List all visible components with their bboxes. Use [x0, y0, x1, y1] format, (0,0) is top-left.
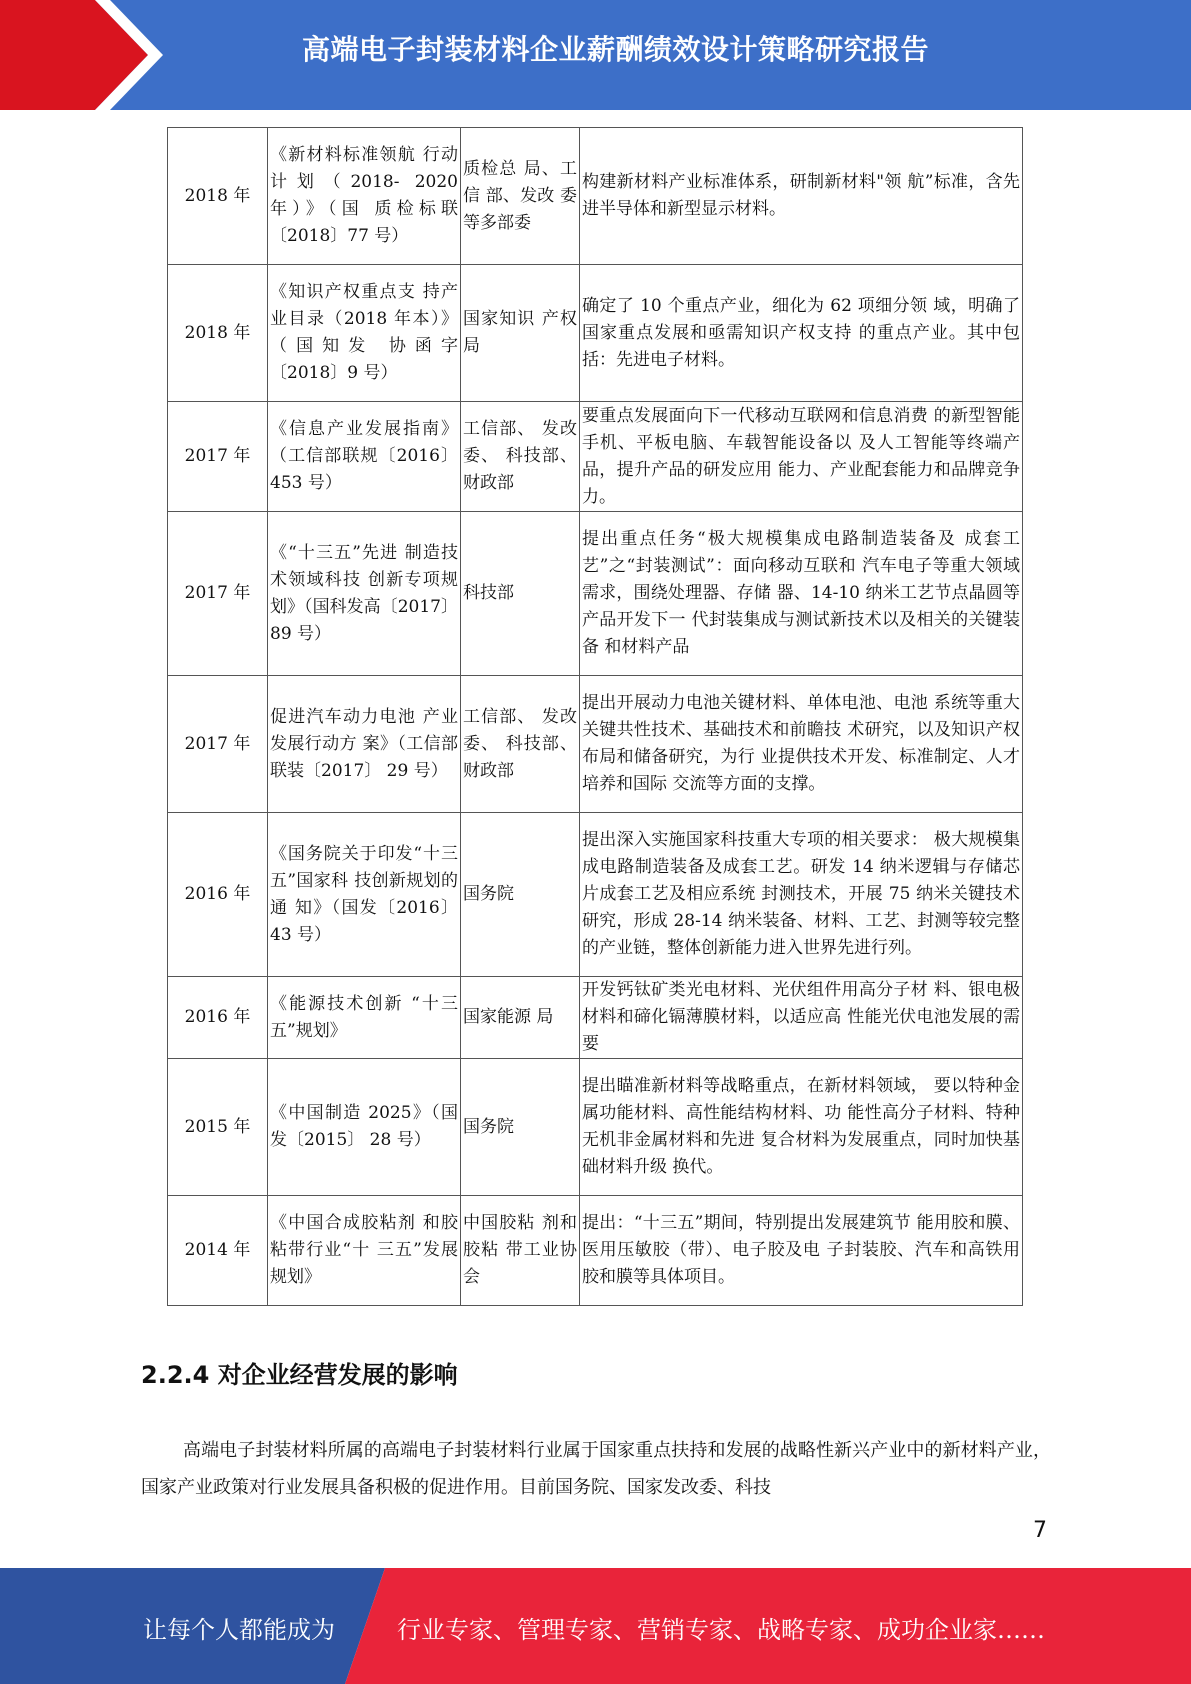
- policy-name-cell: 《信息产业发展指南》（工信部联规〔2016〕 453 号）: [268, 402, 461, 512]
- department-cell: 国务院: [461, 813, 580, 977]
- table-row: [168, 265, 1023, 402]
- table-row: [168, 977, 1023, 1059]
- description-cell: 提出瞄准新材料等战略重点，在新材料领域， 要以特种金属功能材料、高性能结构材料、功 能性高分子材料、特种无机非金属材料和先进 复合材料为发展重点，同时加快基础材料升级 换代。: [580, 1059, 1023, 1196]
- policy-name-cell: 促进汽车动力电池 产业发展行动方 案》（工信部联装〔2017〕 29 号）: [268, 676, 461, 813]
- year-cell: 2017 年: [168, 402, 268, 512]
- year-cell: 2018 年: [168, 265, 268, 402]
- policy-name-cell: 《国务院关于印发“十三五”国家科 技创新规划的通 知》（国发〔2016〕 43 号）: [268, 813, 461, 977]
- description-cell: 提出：“十三五”期间，特别提出发展建筑节 能用胶和膜、医用压敏胶（带）、电子胶及电 子封装胶、汽车和高铁用胶和膜等具体项目。: [580, 1196, 1023, 1306]
- policy-name-cell: 《知识产权重点支 持产业目录（2018 年本）》（国知发 协函字〔2018〕9 号）: [268, 265, 461, 402]
- department-cell: 质检总 局、工信 部、发改 委等多部委: [461, 128, 580, 265]
- header-title: 高端电子封装材料企业薪酬绩效设计策略研究报告: [301, 33, 929, 66]
- year-cell: 2014 年: [168, 1196, 268, 1306]
- section-heading: 2.2.4 对企业经营发展的影响: [141, 1361, 458, 1389]
- description-cell: 提出深入实施国家科技重大专项的相关要求： 极大规模集成电路制造装备及成套工艺。研发 14 纳米逻辑与存储芯片成套工艺及相应系统 封测技术，开展 75 纳米关键技术研究，形成 28-14 纳米装备、材料、工艺、封测等较完整 的产业链，整体创新能力进入世界先进行列。: [580, 813, 1023, 977]
- page-header: [0, 0, 1191, 110]
- description-cell: 确定了 10 个重点产业，细化为 62 项细分领 域，明确了国家重点发展和亟需知识产权支持 的重点产业。其中包括：先进电子材料。: [580, 265, 1023, 402]
- department-cell: 工信部、 发改委、 科技部、 财政部: [461, 402, 580, 512]
- table-row: [168, 402, 1023, 512]
- table-row: [168, 128, 1023, 265]
- description-cell: 提出重点任务“极大规模集成电路制造装备及 成套工艺”之“封装测试”：面向移动互联和 汽车电子等重大领域需求，围绕处理器、存储 器、14-10 纳米工艺节点晶圆等产品开发下一 代封装集成与测试新技术以及相关的关键装备 和材料产品: [580, 512, 1023, 676]
- policy-name-cell: 《能源技术创新 “十三五”规划》: [268, 977, 461, 1059]
- year-cell: 2017 年: [168, 512, 268, 676]
- table-row: [168, 512, 1023, 676]
- page-footer: [0, 1568, 1191, 1684]
- footer-slogan-left: 让每个人都能成为: [143, 1616, 335, 1644]
- department-cell: 国家能源 局: [461, 977, 580, 1059]
- table-row: [168, 676, 1023, 813]
- department-cell: 国家知识 产权局: [461, 265, 580, 402]
- department-cell: 中国胶粘 剂和胶粘 带工业协 会: [461, 1196, 580, 1306]
- table-row: [168, 1196, 1023, 1306]
- policy-name-cell: 《“十三五”先进 制造技术领域科技 创新专项规划》（国科发高〔2017〕89 号）: [268, 512, 461, 676]
- policy-table: [167, 127, 1023, 1306]
- year-cell: 2016 年: [168, 813, 268, 977]
- year-cell: 2015 年: [168, 1059, 268, 1196]
- department-cell: 工信部、 发改委、 科技部、 财政部: [461, 676, 580, 813]
- policy-name-cell: 《中国合成胶粘剂 和胶粘带行业“十 三五”发展规划》: [268, 1196, 461, 1306]
- policy-name-cell: 《中国制造 2025》（国发〔2015〕 28 号）: [268, 1059, 461, 1196]
- description-cell: 开发钙钛矿类光电材料、光伏组件用高分子材 料、银电极材料和碲化镉薄膜材料，以适应高 性能光伏电池发展的需要: [580, 977, 1023, 1059]
- section-paragraph: 高端电子封装材料所属的高端电子封装材料行业属于国家重点扶持和发展的战略性新兴产业中的新材料产业，国家产业政策对行业发展具备积极的促进作用。目前国务院、国家发改委、科技: [141, 1440, 1051, 1498]
- description-cell: 提出开展动力电池关键材料、单体电池、电池 系统等重大关键共性技术、基础技术和前瞻技 术研究，以及知识产权布局和储备研究，为行 业提供技术开发、标准制定、人才培养和国际 交流等方面的支撑。: [580, 676, 1023, 813]
- year-cell: 2017 年: [168, 676, 268, 813]
- description-cell: 要重点发展面向下一代移动互联网和信息消费 的新型智能手机、平板电脑、车载智能设备以 及人工智能等终端产品，提升产品的研发应用 能力、产业配套能力和品牌竞争力。: [580, 402, 1023, 512]
- department-cell: 科技部: [461, 512, 580, 676]
- description-cell: 构建新材料产业标准体系，研制新材料"领 航”标准，含先进半导体和新型显示材料。: [580, 128, 1023, 265]
- footer-slogan-right: 行业专家、管理专家、营销专家、战略专家、成功企业家……: [397, 1616, 1045, 1644]
- year-cell: 2016 年: [168, 977, 268, 1059]
- table-row: [168, 813, 1023, 977]
- page-number: 7: [1033, 1518, 1047, 1543]
- year-cell: 2018 年: [168, 128, 268, 265]
- table-row: [168, 1059, 1023, 1196]
- department-cell: 国务院: [461, 1059, 580, 1196]
- policy-name-cell: 《新材料标准领航 行动计划（2018- 2020 年）》（国 质检标联〔2018〕77 号）: [268, 128, 461, 265]
